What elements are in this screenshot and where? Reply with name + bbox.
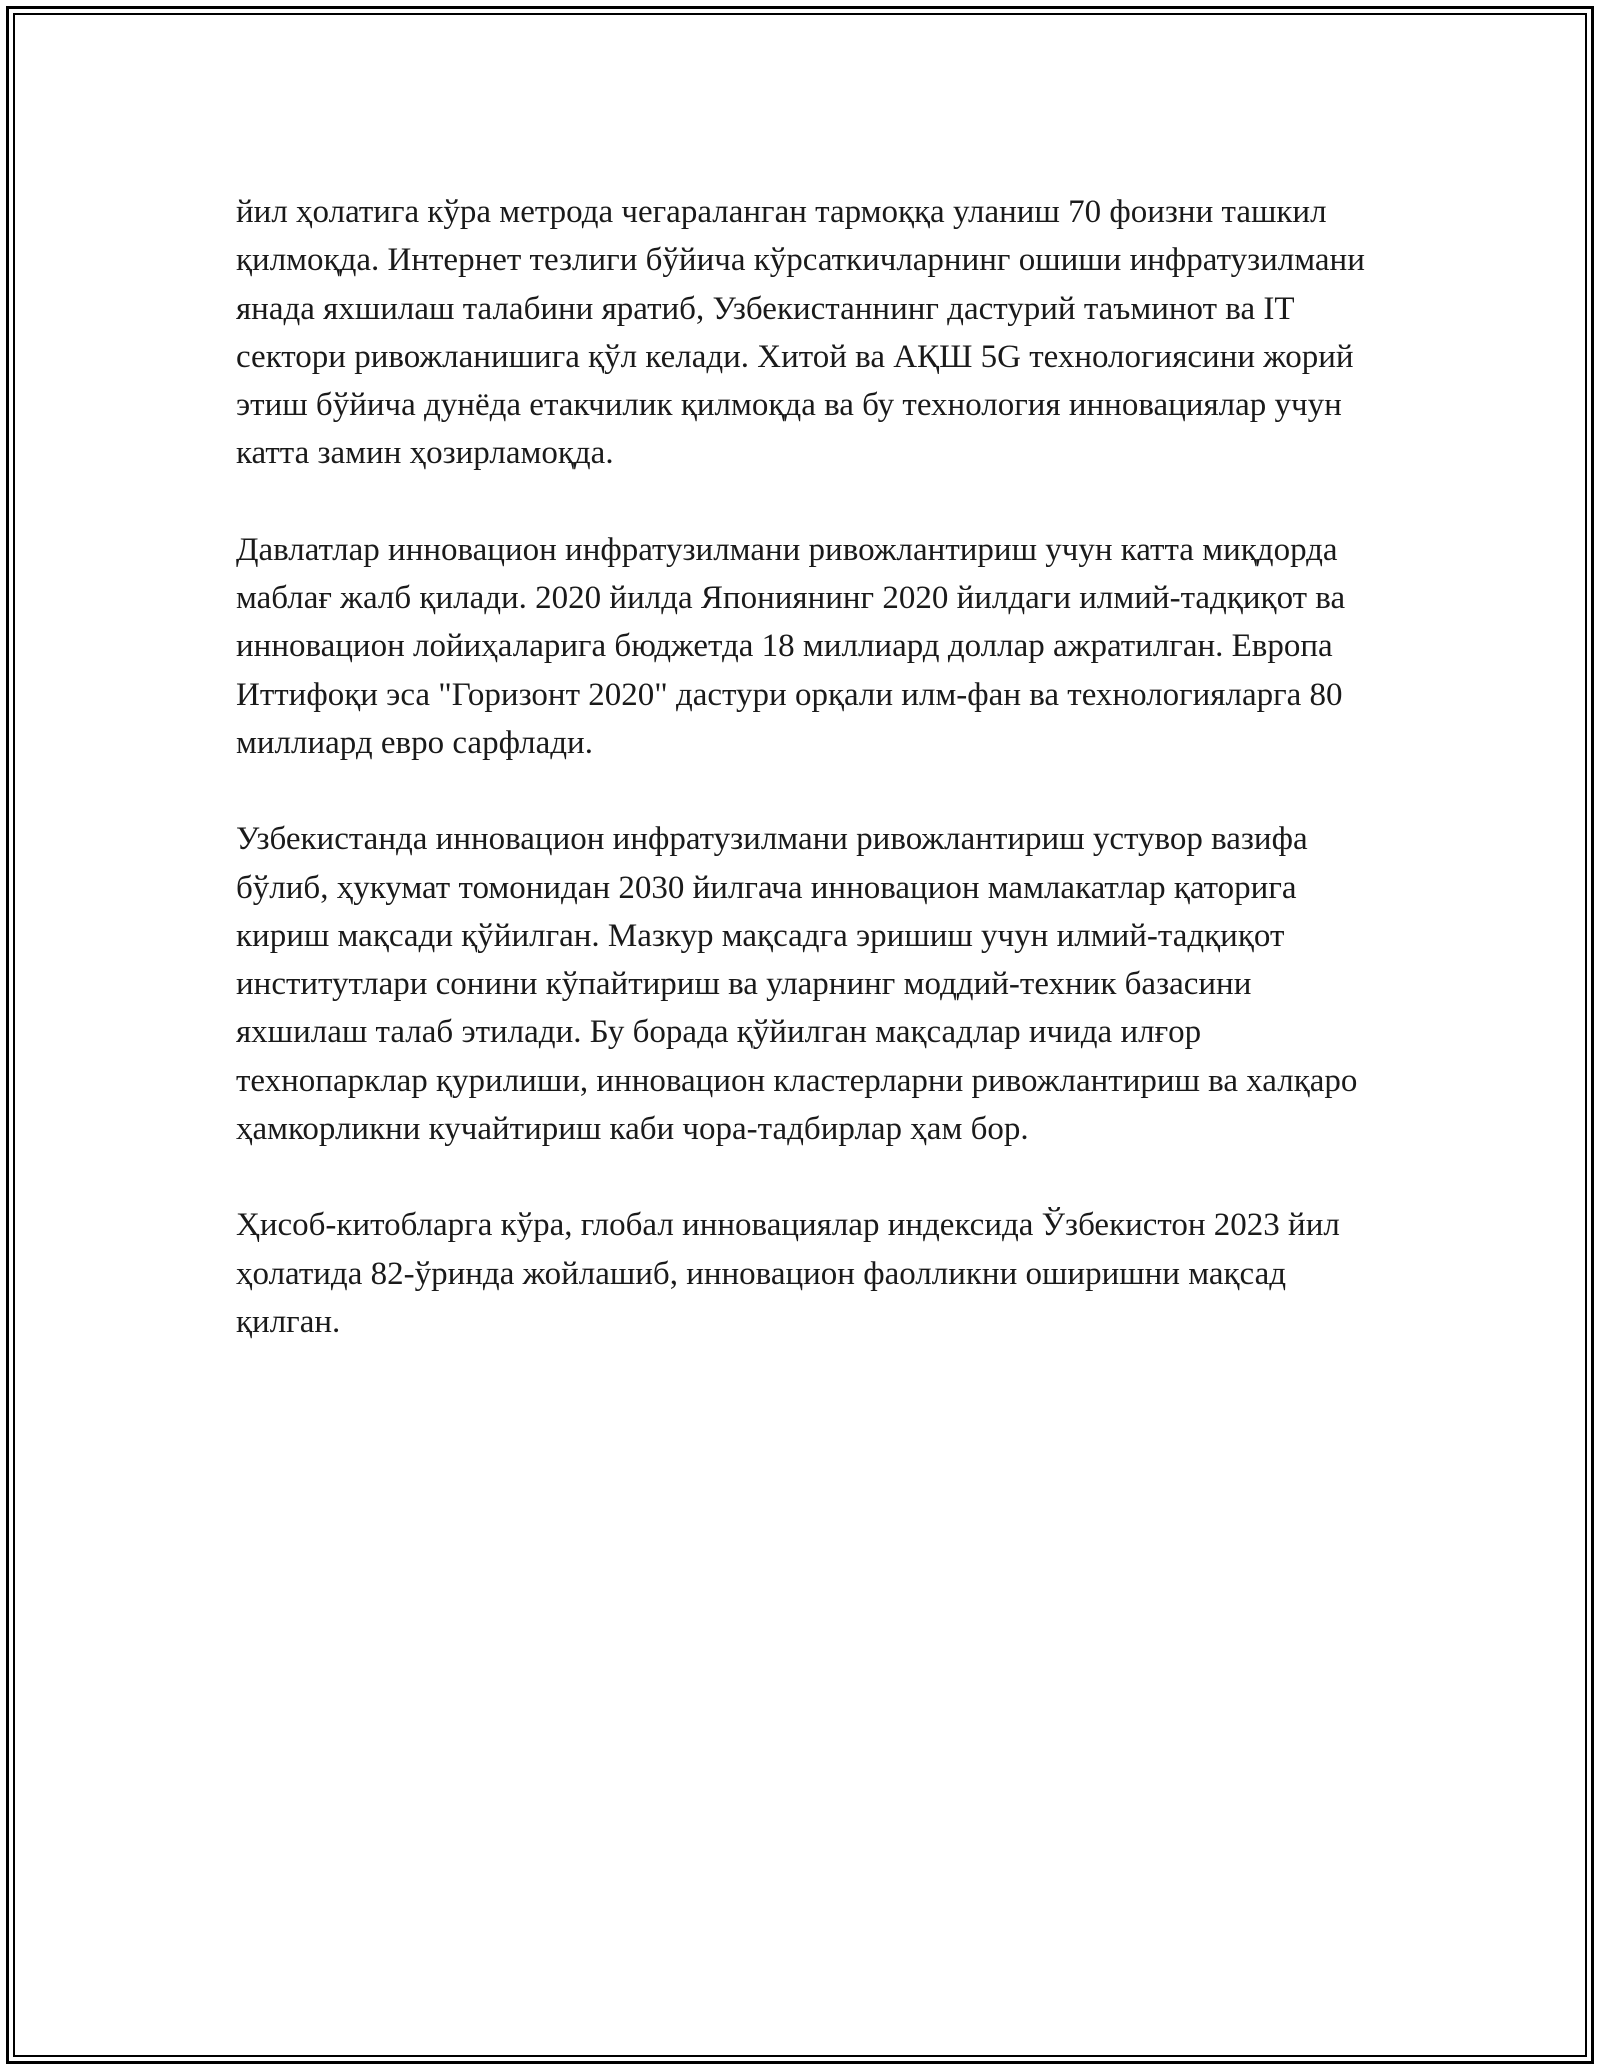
paragraph-innovation-index: Ҳисоб-китобларга кўра, глобал инновациялар индексида Ўзбекистон 2023 йил ҳолатида 82-ўринда жойлашиб, инновацион фаолликни оширишни мақсад қилган. [236, 1207, 1340, 1340]
paragraph-uzbekistan-strategy: Узбекистанда инновацион инфратузилмани ривожлантириш устувор вазифа бўлиб, ҳукумат томонидан 2030 йилгача инновацион мамлакатлар қаторига кириш мақсади қўйилган. Мазкур мақсадга эришиш учун илмий-тадқиқот институтлари сонини кўпайтириш ва уларнинг моддий-техник базасини яхшилаш талаб этилади. Бу борада қўйилган мақсадлар ичида илғор технопарклар қурилиши, инновацион кластерларни ривожлантириш ва халқаро ҳамкорликни кучайтириш каби чора-тадбирлар ҳам бор. [236, 821, 1358, 1148]
paragraph-connectivity: йил ҳолатига кўра метрода чегараланган тармоққа уланиш 70 фоизни ташкил қилмоқда. Интернет тезлиги бўйича кўрсаткичларнинг ошиши инфратузилмани янада яхшилаш талабини яратиб, Узбекистаннинг дастурий таъминот ва IT сектори ривожланишига қўл келади. Хитой ва АҚШ 5G технологиясини жорий этиш бўйича дунёда етакчилик қилмоқда ва бу технология инновациялар учун катта замин ҳозирламоқда. [236, 194, 1365, 472]
paragraph-investment: Давлатлар инновацион инфратузилмани ривожлантириш учун катта миқдорда маблағ жалб қилади. 2020 йилда Япониянинг 2020 йилдаги илмий-тадқиқот ва инновацион лойиҳаларига бюджетда 18 миллиард доллар ажратилган. Европа Иттифоқи эса "Горизонт 2020" дастури орқали илм-фан ва технологияларга 80 миллиард евро сарфлади. [236, 531, 1346, 761]
document-body [236, 188, 1386, 1394]
